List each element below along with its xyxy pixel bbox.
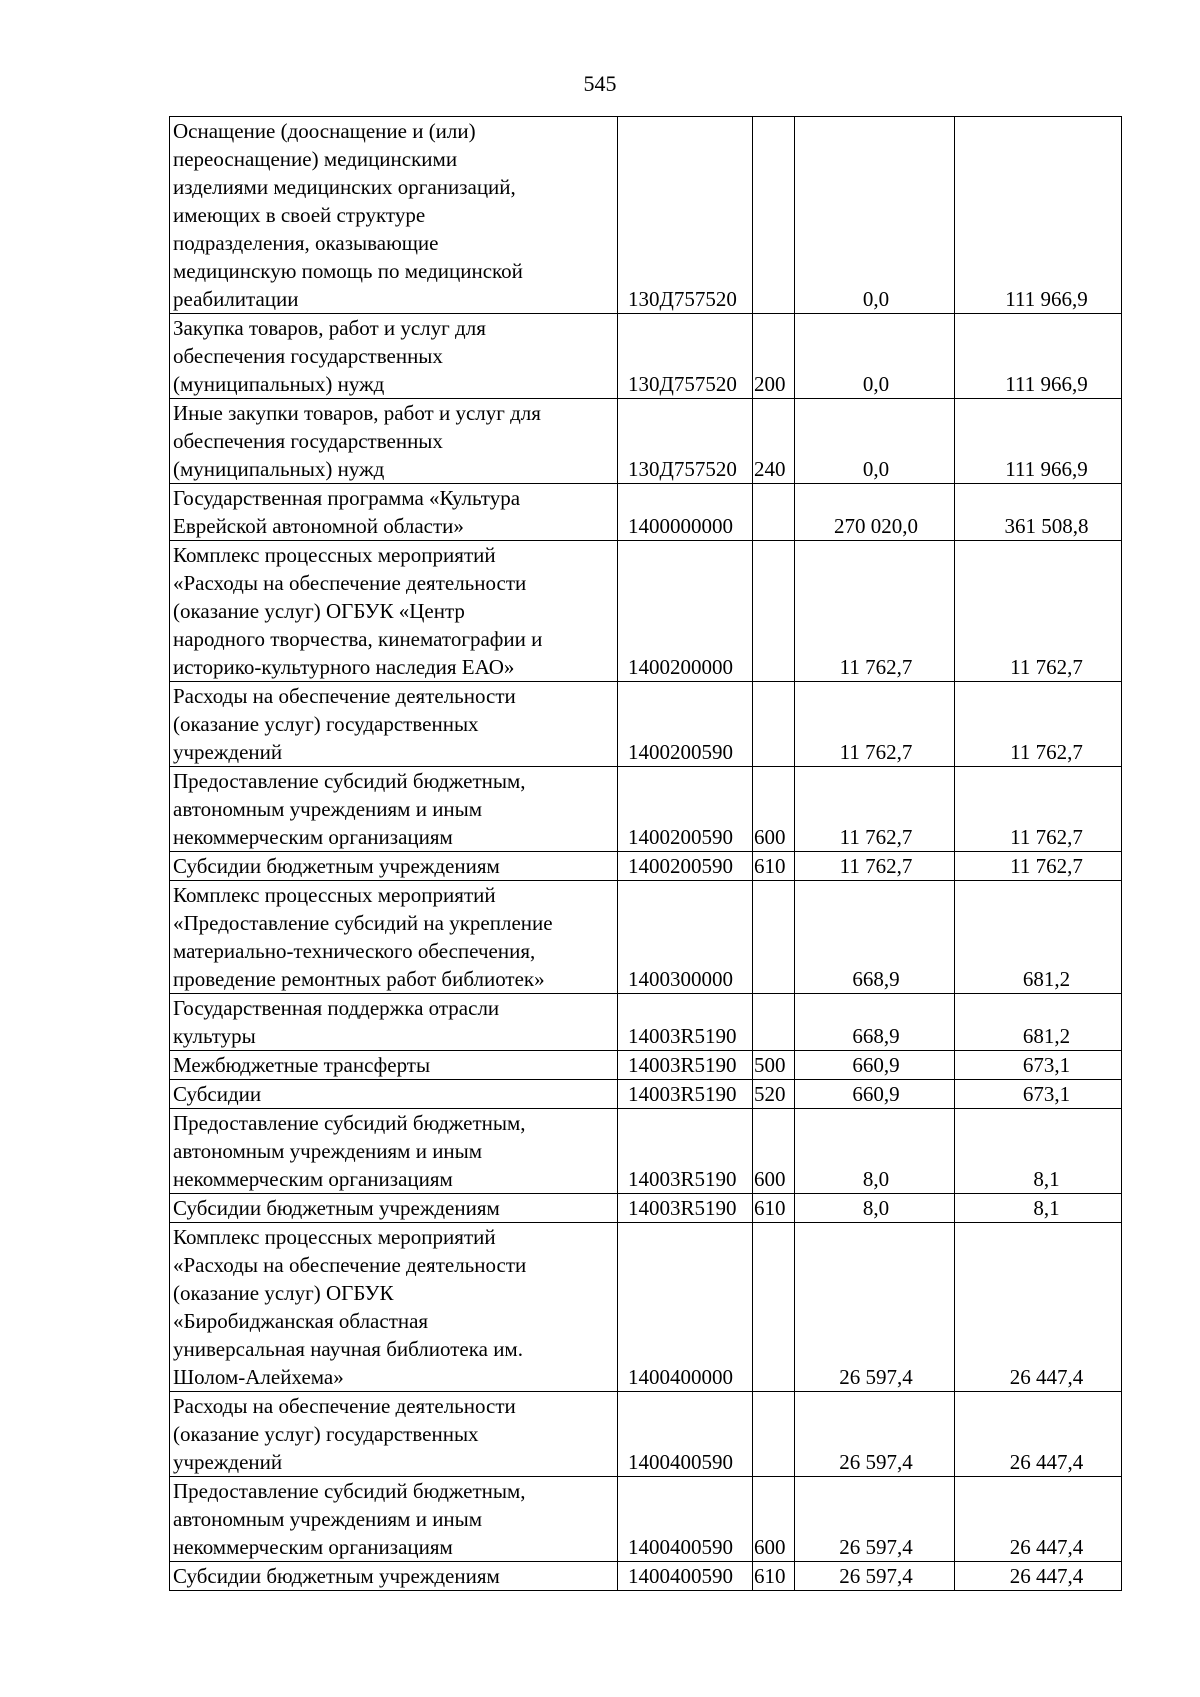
row-expense-type-cell [753,484,795,541]
row-value-1-cell: 26 597,4 [795,1392,955,1477]
row-code-cell: 14003R5190 [618,1051,753,1080]
row-code-cell: 1400200000 [618,541,753,682]
row-value-1-cell: 8,0 [795,1194,955,1223]
row-name-cell: Субсидии бюджетным учреждениям [170,1194,618,1223]
row-code-cell: 1400400590 [618,1562,753,1591]
table-row [170,1477,1122,1562]
row-value-1-cell: 26 597,4 [795,1223,955,1392]
row-name-cell: Расходы на обеспечение деятельности (оказание услуг) государственных учреждений [170,682,618,767]
row-expense-type-cell: 610 [753,1194,795,1223]
table-row [170,1080,1122,1109]
row-value-1-cell: 0,0 [795,399,955,484]
page-number: 545 [583,71,617,96]
row-name-cell: Комплекс процессных мероприятий «Предоставление субсидий на укрепление материально-технического обеспечения, проведение ремонтных работ библиотек» [170,881,618,994]
row-name-cell: Государственная поддержка отрасли культуры [170,994,618,1051]
table-row [170,1051,1122,1080]
table-row [170,117,1122,314]
table-row [170,399,1122,484]
row-value-2-cell: 26 447,4 [955,1562,1122,1591]
row-expense-type-cell: 600 [753,767,795,852]
row-expense-type-cell [753,117,795,314]
row-expense-type-cell: 240 [753,399,795,484]
row-expense-type-cell: 600 [753,1477,795,1562]
table-row [170,994,1122,1051]
row-expense-type-cell [753,541,795,682]
row-code-cell: 130Д757520 [618,399,753,484]
row-value-2-cell: 11 762,7 [955,541,1122,682]
row-name-cell: Расходы на обеспечение деятельности (оказание услуг) государственных учреждений [170,1392,618,1477]
table-row [170,541,1122,682]
row-code-cell: 1400300000 [618,881,753,994]
table-row [170,484,1122,541]
row-value-2-cell: 673,1 [955,1080,1122,1109]
row-value-2-cell: 11 762,7 [955,767,1122,852]
row-value-1-cell: 270 020,0 [795,484,955,541]
row-code-cell: 14003R5190 [618,994,753,1051]
row-name-cell: Иные закупки товаров, работ и услуг для обеспечения государственных (муниципальных) нужд [170,399,618,484]
row-value-2-cell: 26 447,4 [955,1392,1122,1477]
table-row [170,852,1122,881]
row-expense-type-cell: 520 [753,1080,795,1109]
table-row [170,1109,1122,1194]
row-value-2-cell: 681,2 [955,994,1122,1051]
row-value-2-cell: 681,2 [955,881,1122,994]
row-value-2-cell: 673,1 [955,1051,1122,1080]
row-expense-type-cell: 500 [753,1051,795,1080]
row-value-1-cell: 11 762,7 [795,541,955,682]
row-name-cell: Субсидии бюджетным учреждениям [170,852,618,881]
row-value-1-cell: 660,9 [795,1080,955,1109]
row-value-2-cell: 8,1 [955,1194,1122,1223]
row-value-1-cell: 660,9 [795,1051,955,1080]
row-code-cell: 130Д757520 [618,314,753,399]
row-value-1-cell: 668,9 [795,994,955,1051]
row-expense-type-cell [753,1223,795,1392]
table-row [170,1194,1122,1223]
table-row [170,767,1122,852]
row-name-cell: Субсидии бюджетным учреждениям [170,1562,618,1591]
row-name-cell: Межбюджетные трансферты [170,1051,618,1080]
row-code-cell: 1400200590 [618,682,753,767]
row-value-2-cell: 111 966,9 [955,314,1122,399]
row-name-cell: Комплекс процессных мероприятий «Расходы на обеспечение деятельности (оказание услуг) ОГБУК «Биробиджанская областная универсальная научная библиотека им. Шолом-Алейхема» [170,1223,618,1392]
table-row [170,1223,1122,1392]
row-value-2-cell: 111 966,9 [955,117,1122,314]
row-value-1-cell: 26 597,4 [795,1477,955,1562]
row-expense-type-cell [753,994,795,1051]
row-value-2-cell: 361 508,8 [955,484,1122,541]
row-value-1-cell: 11 762,7 [795,852,955,881]
row-value-1-cell: 0,0 [795,314,955,399]
budget-table-body [170,117,1122,1591]
row-value-1-cell: 668,9 [795,881,955,994]
row-value-1-cell: 11 762,7 [795,767,955,852]
row-code-cell: 14003R5190 [618,1109,753,1194]
row-expense-type-cell [753,682,795,767]
row-expense-type-cell [753,1392,795,1477]
row-name-cell: Комплекс процессных мероприятий «Расходы на обеспечение деятельности (оказание услуг) ОГБУК «Центр народного творчества, кинематографии и историко-культурного наследия ЕАО» [170,541,618,682]
row-value-2-cell: 8,1 [955,1109,1122,1194]
row-expense-type-cell: 610 [753,1562,795,1591]
table-row [170,314,1122,399]
budget-table [169,116,1122,1591]
row-name-cell: Предоставление субсидий бюджетным, автономным учреждениям и иным некоммерческим организациям [170,1477,618,1562]
row-name-cell: Государственная программа «Культура Еврейской автономной области» [170,484,618,541]
row-value-2-cell: 11 762,7 [955,852,1122,881]
row-name-cell: Оснащение (дооснащение и (или) переоснащение) медицинскими изделиями медицинских организаций, имеющих в своей структуре подразделения, оказывающие медицинскую помощь по медицинской реабилитации [170,117,618,314]
table-row [170,1392,1122,1477]
row-name-cell: Закупка товаров, работ и услуг для обеспечения государственных (муниципальных) нужд [170,314,618,399]
row-value-1-cell: 8,0 [795,1109,955,1194]
row-code-cell: 14003R5190 [618,1194,753,1223]
row-code-cell: 1400000000 [618,484,753,541]
row-value-2-cell: 11 762,7 [955,682,1122,767]
row-expense-type-cell: 610 [753,852,795,881]
row-code-cell: 130Д757520 [618,117,753,314]
row-code-cell: 1400400590 [618,1477,753,1562]
table-row [170,682,1122,767]
row-code-cell: 1400400000 [618,1223,753,1392]
row-name-cell: Предоставление субсидий бюджетным, автономным учреждениям и иным некоммерческим организациям [170,1109,618,1194]
row-value-2-cell: 26 447,4 [955,1223,1122,1392]
row-name-cell: Субсидии [170,1080,618,1109]
row-code-cell: 14003R5190 [618,1080,753,1109]
row-expense-type-cell: 600 [753,1109,795,1194]
row-value-2-cell: 26 447,4 [955,1477,1122,1562]
table-row [170,1562,1122,1591]
row-code-cell: 1400400590 [618,1392,753,1477]
row-expense-type-cell [753,881,795,994]
row-value-1-cell: 11 762,7 [795,682,955,767]
row-code-cell: 1400200590 [618,767,753,852]
row-name-cell: Предоставление субсидий бюджетным, автономным учреждениям и иным некоммерческим организациям [170,767,618,852]
row-value-2-cell: 111 966,9 [955,399,1122,484]
table-row [170,881,1122,994]
row-expense-type-cell: 200 [753,314,795,399]
row-code-cell: 1400200590 [618,852,753,881]
row-value-1-cell: 26 597,4 [795,1562,955,1591]
row-value-1-cell: 0,0 [795,117,955,314]
